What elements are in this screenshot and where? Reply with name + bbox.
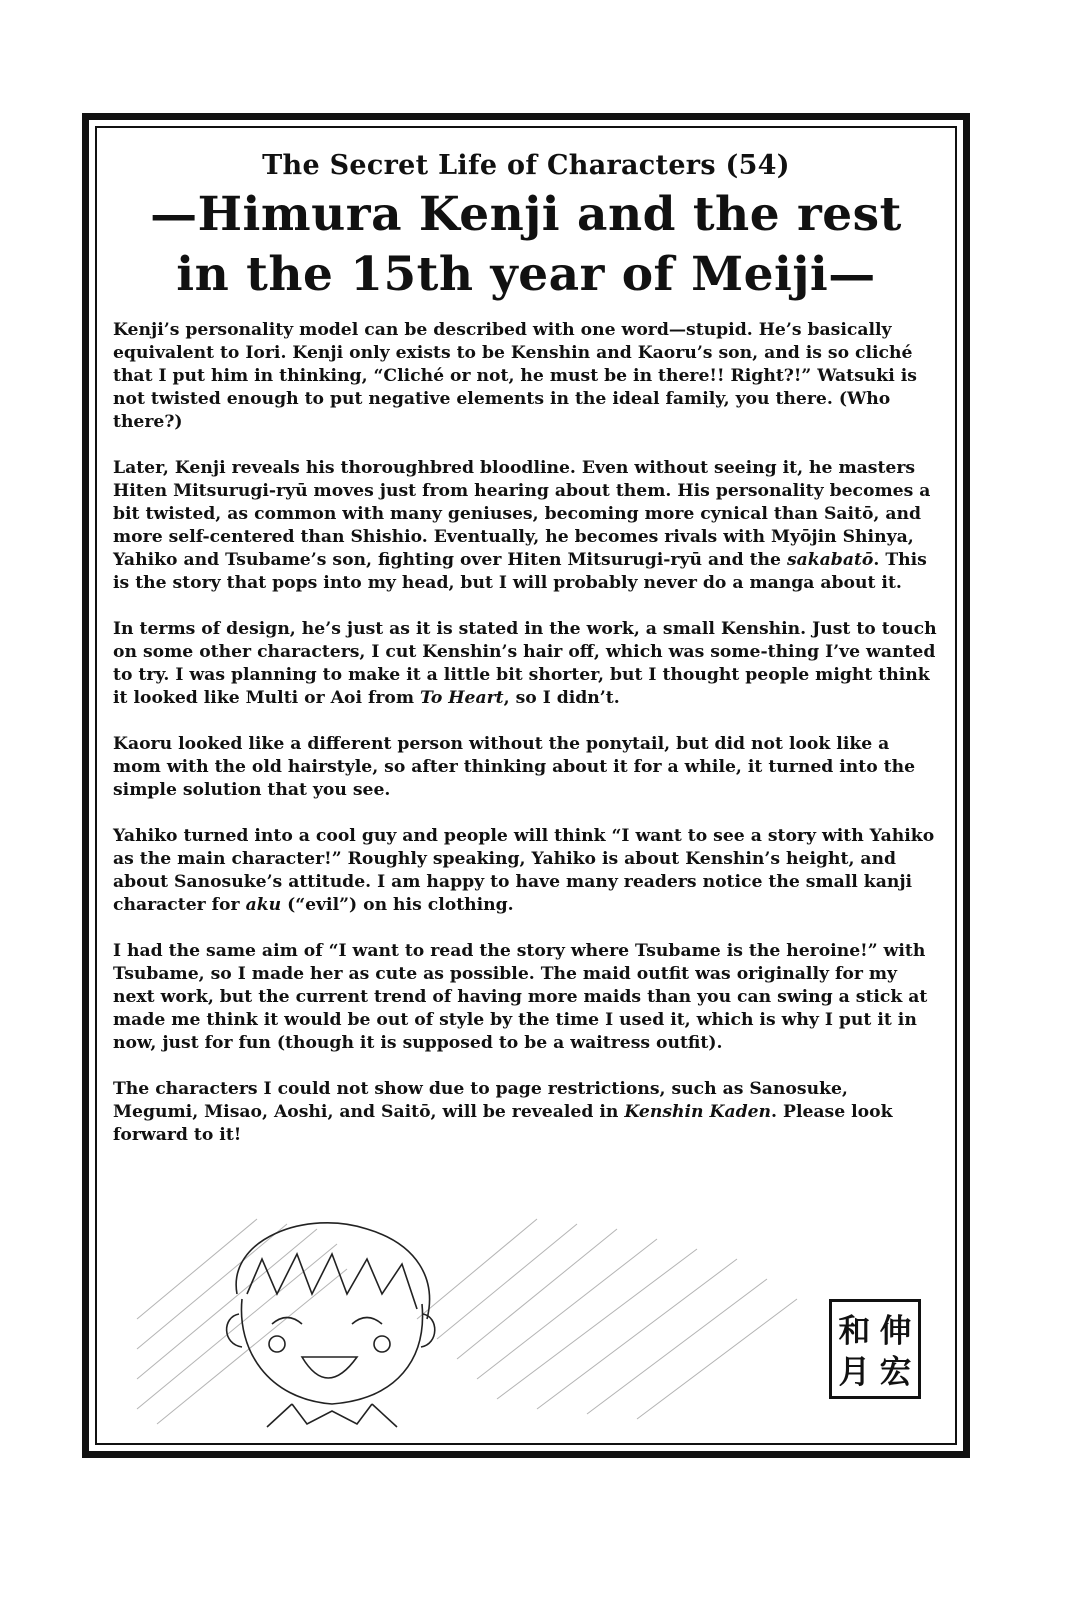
paragraph-5 — [113, 825, 939, 917]
laughing-character-sketch-icon — [117, 1199, 877, 1429]
paragraph-6: I had the same aim of “I want to read the story where Tsubame is the heroine!” with Tsubame, so I made her as cute as possible. The maid outfit was originally for my next work, but the current trend of having more maids than you can swing a stick at made me think it would be out of style by the time I used it, which is why I put it in now, just for fun (though it is supposed to be a waitress outfit). — [113, 941, 928, 1053]
paragraph-2-text-a: Later, Kenji reveals his thoroughbred bloodline. Even without seeing it, he masters Hiten Mitsurugi-ryū moves just from hearing about them. His personality becomes a bit twisted, as common with many geniuses, becoming more cynical than Saitō, and more self-centered than Shishio. Eventually, he becomes rivals with Myōjin Shinya, Yahiko and Tsubame’s son, fighting over Hiten Mitsurugi-ryū and the — [113, 458, 931, 570]
inner-frame — [95, 126, 957, 1445]
seal-char-4: 月 — [838, 1354, 871, 1391]
paragraph-2-text-b: . This is the story that pops into my head, but I will probably never do a manga about it. — [113, 550, 927, 593]
paragraph-5-text-a: Yahiko turned into a cool guy and people will think “I want to see a story with Yahiko as the main character!” Roughly speaking, Yahiko is about Kenshin’s height, and about Sanosuke’s attitude. I am happy to have many readers notice the small kanji character for — [113, 826, 935, 915]
paragraph-7 — [113, 1078, 939, 1147]
main-title-line1: —Himura Kenji and the rest — [150, 187, 902, 242]
paragraph-1: Kenji’s personality model can be described with one word—stupid. He’s basically equivalent to Iori. Kenji only exists to be Kenshin and Kaoru’s son, and is so cliché that I put him in thinking, “Cliché or not, he must be in there!! Right?!” Watsuki is not twisted enough to put negative elements in the ideal family, you there. (Who there?) — [113, 320, 917, 432]
paragraph-4: Kaoru looked like a different person without the ponytail, but did not look like a mom with the old hairstyle, so after thinking about it for a while, it turned into the simple solution that you see. — [113, 734, 916, 800]
article — [113, 150, 939, 1170]
seal-char-3: 和 — [838, 1313, 871, 1350]
paragraph-5-text-b: (“evil”) on his clothing. — [281, 895, 514, 915]
paragraph-7-text-a: The characters I could not show due to page restrictions, such as Sanosuke, Megumi, Misao, Aoshi, and Saitō, will be revealed in — [113, 1079, 848, 1122]
paragraph-2-italic: sakabatō — [786, 550, 874, 570]
paragraph-7-italic: Kenshin Kaden — [624, 1102, 772, 1122]
seal-char-2: 宏 — [879, 1354, 912, 1391]
page-frame — [82, 113, 970, 1458]
paragraph-2 — [113, 457, 939, 595]
main-title — [113, 185, 939, 305]
seal-char-1: 伸 — [879, 1313, 912, 1350]
artist-seal-stamp-icon — [829, 1299, 921, 1399]
paragraph-3-italic: To Heart — [420, 688, 504, 708]
paragraph-7-text-b: . Please look forward to it! — [113, 1102, 893, 1145]
series-title: The Secret Life of Characters (54) — [262, 150, 790, 181]
main-title-line2: in the 15th year of Meiji— — [176, 247, 876, 302]
paragraph-3-text-a: In terms of design, he’s just as it is stated in the work, a small Kenshin. Just to touch on some other characters, I cut Kenshin’s hair off, which was some-thing I’ve wanted to try. I was planning to make it a little bit shorter, but I thought people might think it looked like Multi or Aoi from — [113, 619, 937, 708]
paragraph-3-text-b: , so I didn’t. — [503, 688, 620, 708]
paragraph-5-italic: aku — [245, 895, 282, 915]
paragraph-3 — [113, 618, 939, 710]
